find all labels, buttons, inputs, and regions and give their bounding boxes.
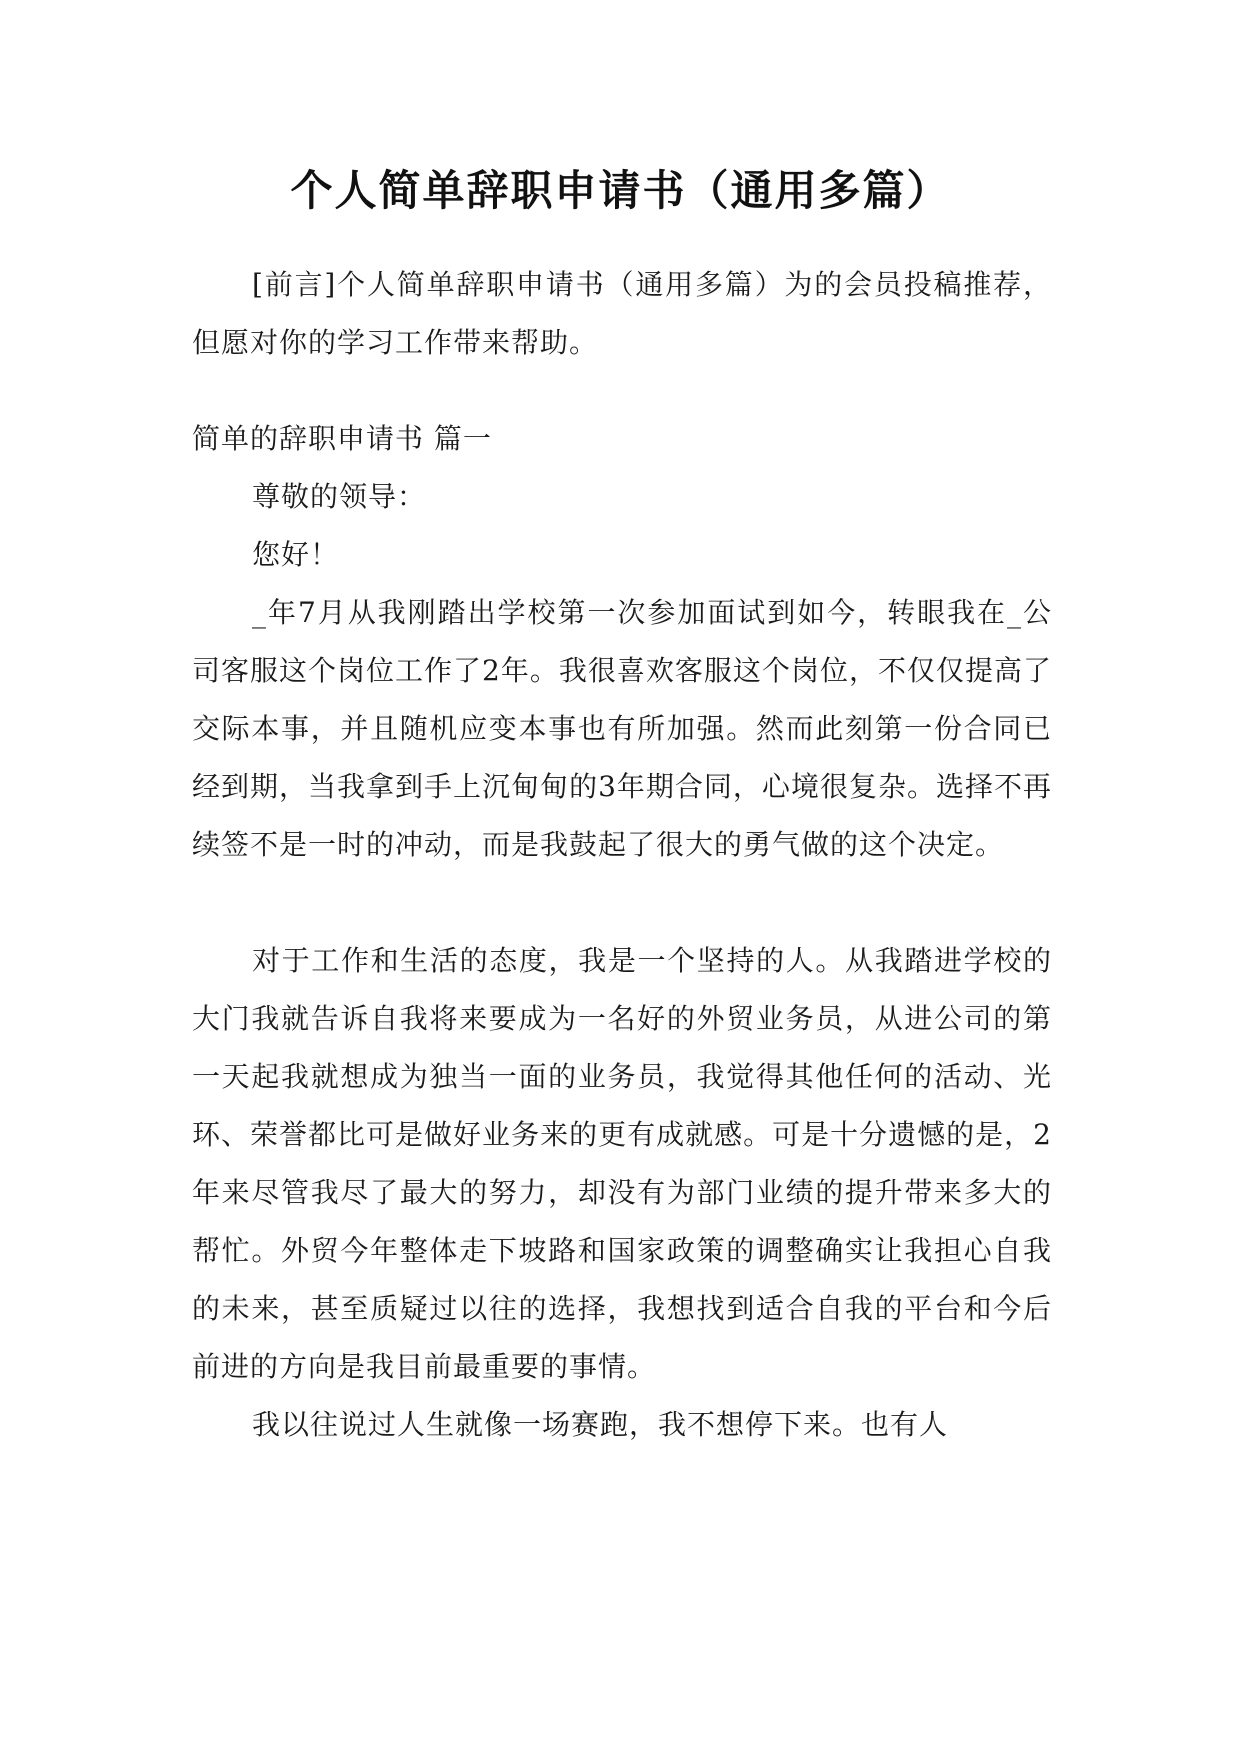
- greeting: 您好！: [252, 538, 340, 571]
- body-paragraph-2: 对于工作和生活的态度，我是一个坚持的人。从我踏进学校的大门我就告诉自我将来要成为一名好的外贸业务员，从进公司的第一天起我就想成为独当一面的业务员，我觉得其他任何的活动、光环、荣誉都比可是做好业务来的更有成就感。可是十分遗憾的是，2年来尽管我尽了最大的努力，却没有为部门业绩的提升带来多大的帮忙。外贸今年整体走下坡路和国家政策的调整确实让我担心自我的未来，甚至质疑过以往的选择，我想找到适合自我的平台和今后前进的方向是我目前最重要的事情。: [192, 944, 1052, 1383]
- section-heading: 简单的辞职申请书 篇一: [192, 422, 492, 455]
- salutation: 尊敬的领导：: [252, 480, 427, 513]
- document-title: 个人简单辞职申请书（通用多篇）: [290, 166, 951, 215]
- body-paragraph-3: 我以往说过人生就像一场赛跑，我不想停下来。也有人: [252, 1408, 949, 1441]
- preface-paragraph: [前言]个人简单辞职申请书（通用多篇）为的会员投稿推荐，但愿对你的学习工作带来帮助。: [192, 268, 1052, 359]
- body-paragraph-1: _年7月从我刚踏出学校第一次参加面试到如今，转眼我在_公司客服这个岗位工作了2年。我很喜欢客服这个岗位，不仅仅提高了交际本事，并且随机应变本事也有所加强。然而此刻第一份合同已经到期，当我拿到手上沉甸甸的3年期合同，心境很复杂。选择不再续签不是一时的冲动，而是我鼓起了很大的勇气做的这个决定。: [192, 596, 1052, 861]
